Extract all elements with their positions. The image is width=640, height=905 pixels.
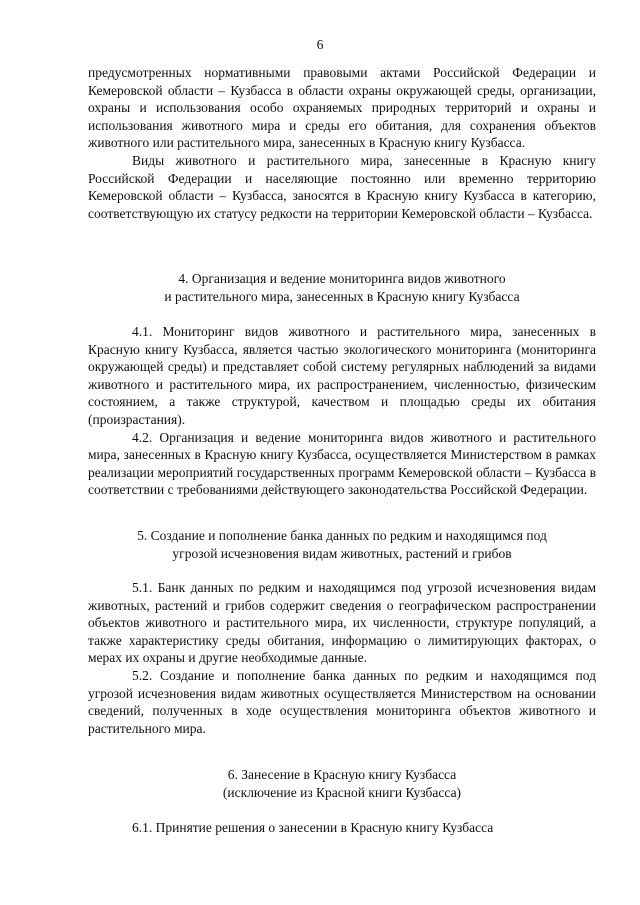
section-4-paragraph-1: 4.1. Мониторинг видов животного и растительного мира, занесенных в Красную книгу Кузбасса, является частью экологического мониторинга (мониторинга окружающей среды) и представляет собой систему регулярных наблюдений за видами животного и растительного мира, их распространением, численностью, физическим состоянием, а также структурой, качеством и площадью среды их обитания (произрастания). (88, 324, 596, 427)
section-5-paragraph-1: 5.1. Банк данных по редким и находящимся под угрозой исчезновения видам животных, растений и грибов содержит сведения о географическом распространении объектов животного и растительного мира, их численности, структуре популяций, а также характеристику среды обитания, информацию о лимитирующих факторах, о мерах их охраны и другие необходимые данные. (88, 580, 596, 666)
section-5-paragraph-2: 5.2. Создание и пополнение банка данных по редким и находящимся под угрозой исчезновения видам животных осуществляется Министерством на основании сведений, полученных в ходе осуществления мониторинга объектов животного и растительного мира. (88, 667, 596, 736)
section-6-body (88, 819, 596, 837)
section-6-paragraph-1: 6.1. Принятие решения о занесении в Красную книгу Кузбасса (132, 820, 494, 835)
section-5-body (88, 579, 596, 737)
section-6-title-line-1: 6. Занесение в Красную книгу Кузбасса (227, 767, 457, 782)
section-4-title-line-2: и растительного мира, занесенных в Красную книгу Кузбасса (164, 289, 520, 304)
page-number: 6 (316, 37, 324, 52)
section-4-heading (88, 270, 596, 306)
section-4-title-line-1: 4. Организация и ведение мониторинга видов животного (178, 271, 506, 286)
intro-paragraph-2: Виды животного и растительного мира, занесенные в Красную книгу Российской Федерации и населяющие постоянно или временно территорию Кемеровской области – Кузбасса, заносятся в Красную книгу Кузбасса в категорию, соответствующую их статусу редкости на территории Кемеровской области – Кузбасса. (88, 152, 596, 221)
section-5-title-line-2: угрозой исчезновения видам животных, растений и грибов (172, 546, 512, 561)
intro-block (88, 64, 596, 222)
section-4-paragraph-2: 4.2. Организация и ведение мониторинга видов животного и растительного мира, занесенных в Красную книгу Кузбасса, осуществляется Министерством в рамках реализации мероприятий государственных программ Кемеровской области – Кузбасса в соответствии с требованиями действующего законодательства Российской Федерации. (88, 429, 596, 498)
section-6-title-line-2: (исключение из Красной книги Кузбасса) (222, 785, 462, 800)
section-5-title-line-1: 5. Создание и пополнение банка данных по редким и находящимся под (137, 528, 547, 543)
section-4-body (88, 323, 596, 499)
intro-paragraph-1: предусмотренных нормативными правовыми актами Российской Федерации и Кемеровской области – Кузбасса в области охраны окружающей среды, организации, охраны и использования особо охраняемых природных территорий и охраны и использования животного мира и среды его обитания, для сохранения объектов животного или растительного мира, занесенных в Красную книгу Кузбасса. (88, 65, 596, 151)
section-6-heading (88, 766, 596, 802)
section-5-heading (88, 527, 596, 563)
